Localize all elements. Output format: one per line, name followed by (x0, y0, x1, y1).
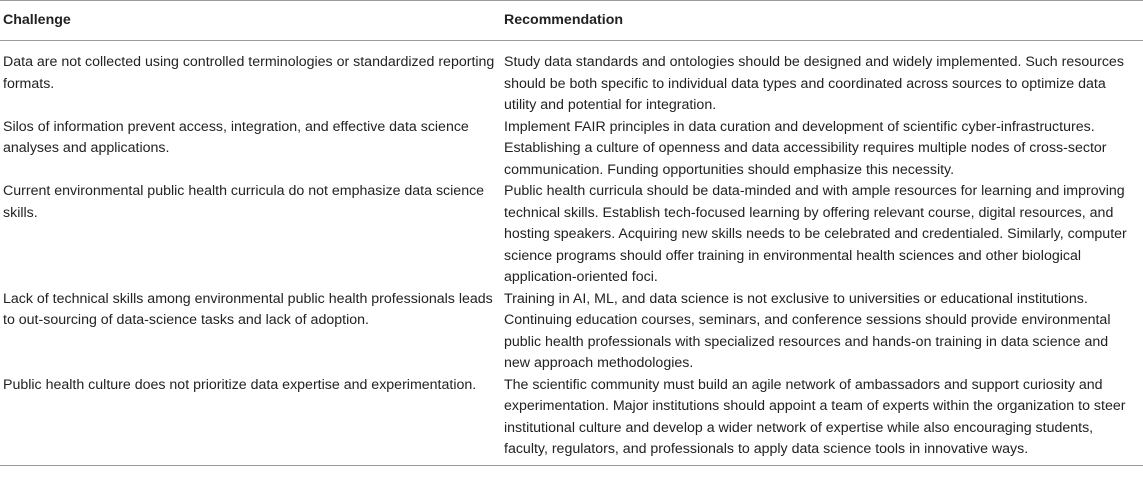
table-row (0, 117, 1143, 182)
recommendation-cell: The scientific community must build an agile network of ambassadors and support curiosity and experimentation. Major institutions should appoint a team of experts within the organization to steer institutional culture and develop a wider network of expertise while also encouraging students, faculty, regulators, and professionals to apply data science tools in innovative ways. (504, 376, 1126, 457)
recommendation-cell: Public health curricula should be data-minded and with ample resources for learning and improving technical skills. Establish tech-focused learning by offering relevant course, digital resources, and hosting speakers. Acquiring new skills needs to be celebrated and credentialed. Similarly, computer science programs should offer training in environmental health sciences and other biological application-oriented foci. (504, 183, 1127, 285)
table-row (0, 289, 1143, 375)
challenge-cell: Public health culture does not prioritize data expertise and experimentation. (3, 376, 477, 393)
recommendation-cell: Implement FAIR principles in data curation and development of scientific cyber-infrastructures. Establishing a culture of openness and data accessibility requires multiple nodes of cross-sector communication. Funding opportunities should emphasize this necessity. (504, 118, 1107, 178)
table-body (0, 41, 1143, 466)
table-row (0, 181, 1143, 289)
table-row (0, 375, 1143, 466)
recommendation-cell: Training in AI, ML, and data science is not exclusive to universities or educational institutions. Continuing education courses, seminars, and conference sessions should provide environmental public health professionals with specialized resources and hands-on training in data science and new approach methodologies. (504, 290, 1111, 371)
table-row (0, 41, 1143, 117)
header-row (0, 1, 1143, 41)
recommendation-cell: Study data standards and ontologies should be designed and widely implemented. Such resources should be both specific to individual data types and coordinated across sources to optimize data utility and potential for integration. (504, 54, 1124, 113)
table-header (0, 1, 1143, 41)
challenge-cell: Silos of information prevent access, integration, and effective data science analyses and applications. (3, 118, 469, 156)
challenge-cell: Data are not collected using controlled terminologies or standardized reporting formats. (3, 54, 495, 92)
column-header-recommendation: Recommendation (504, 12, 624, 28)
challenge-cell: Current environmental public health curricula do not emphasize data science skills. (3, 183, 485, 221)
challenge-cell: Lack of technical skills among environmental public health professionals leads to out-sourcing of data-science tasks and lack of adoption. (3, 290, 493, 328)
column-header-challenge: Challenge (3, 12, 71, 28)
